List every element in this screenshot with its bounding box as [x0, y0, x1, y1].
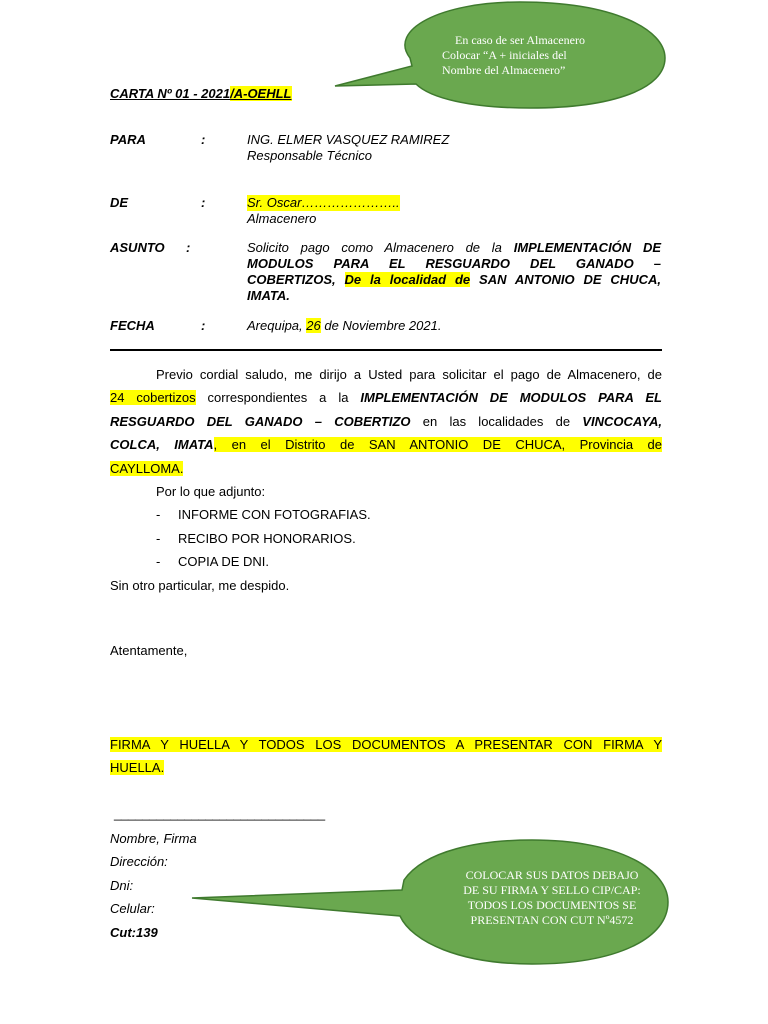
- salutation: Atentamente,: [110, 643, 188, 658]
- bullet: -: [156, 507, 161, 523]
- de-role: Almacenero: [247, 211, 317, 226]
- bottom-callout-line: COLOCAR SUS DATOS DEBAJO: [465, 868, 639, 882]
- asunto-label: ASUNTO: [110, 240, 165, 255]
- bottom-callout-line: PRESENTAN CON CUT Nº4572: [470, 913, 634, 927]
- fecha-value: [247, 318, 441, 334]
- adjunto-intro: Por lo que adjunto:: [156, 484, 266, 500]
- letter-number-prefix: CARTA Nº 01 - 2021: [110, 86, 231, 101]
- top-callout-line: Colocar “A + iniciales del: [442, 48, 567, 62]
- attachment-text: RECIBO POR HONORARIOS.: [178, 530, 356, 546]
- header-divider: [110, 349, 662, 351]
- signature-field-dni: Dni:: [110, 877, 134, 893]
- asunto-bold: IMPLEMENTACIÓN DE: [513, 240, 662, 255]
- body-highlight: CAYLLOMA.: [110, 460, 184, 476]
- letter-number-suffix: /A-OEHLL: [230, 86, 292, 101]
- closing-line: Sin otro particular, me despido.: [110, 577, 290, 593]
- signature-field-name: Nombre, Firma: [110, 831, 197, 846]
- bottom-callout-line: DE SU FIRMA Y SELLO CIP/CAP:: [463, 883, 641, 897]
- fecha-colon: :: [201, 318, 206, 333]
- fecha-rest: de Noviembre 2021.: [324, 318, 442, 333]
- fecha-city: Arequipa,: [247, 318, 303, 333]
- bullet: -: [156, 554, 161, 570]
- firma-notice-line: HUELLA.: [110, 760, 165, 776]
- asunto-bold: SAN ANTONIO DE CHUCA,: [479, 272, 661, 287]
- de-label: DE: [110, 195, 129, 210]
- para-colon: :: [201, 132, 206, 147]
- asunto-bold: COBERTIZOS,: [247, 272, 336, 287]
- attachment-text: INFORME CON FOTOGRAFIAS.: [178, 507, 371, 523]
- letter-number: [110, 86, 292, 101]
- signature-field-phone: Celular:: [110, 901, 155, 917]
- body-highlight: 24 cobertizos: [110, 390, 196, 406]
- attachment-item: [110, 527, 662, 550]
- body-plain: en las localidades de: [422, 413, 571, 429]
- firma-notice: [110, 733, 662, 780]
- para-name: ING. ELMER VASQUEZ RAMIREZ: [247, 132, 450, 147]
- bullet: -: [156, 530, 161, 546]
- para-role: Responsable Técnico: [247, 148, 373, 163]
- asunto-plain: Solicito pago como Almacenero de la: [247, 240, 502, 255]
- attachment-item: [110, 550, 662, 573]
- signature-field-address: Dirección:: [110, 854, 168, 870]
- body-bold: RESGUARDO DEL GANADO – COBERTIZO: [110, 413, 411, 429]
- asunto-line: MODULOS PARA EL RESGUARDO DEL GANADO –: [247, 256, 661, 271]
- top-callout-line: En caso de ser Almacenero: [455, 33, 585, 47]
- asunto-text: [247, 240, 661, 304]
- body-bold: VINCOCAYA,: [582, 413, 662, 429]
- attachment-item: [110, 503, 662, 526]
- body-highlight: , en el Distrito de SAN ANTONIO DE CHUCA, Provincia de: [213, 437, 662, 453]
- asunto-highlight: De la localidad de: [344, 272, 471, 287]
- de-name: Sr. Oscar…………………..: [247, 195, 400, 210]
- signature-fields: [110, 827, 197, 944]
- bottom-callout-line: TODOS LOS DOCUMENTOS SE: [467, 898, 637, 912]
- body-line: Previo cordial saludo, me dirijo a Usted para solicitar el pago de Almacenero, de: [156, 367, 662, 382]
- asunto-colon: :: [186, 240, 191, 255]
- signature-cut: Cut:139: [110, 924, 158, 940]
- de-colon: :: [201, 195, 206, 210]
- attachment-text: COPIA DE DNI.: [178, 554, 270, 570]
- fecha-label: FECHA: [110, 318, 155, 333]
- asunto-line: IMATA.: [247, 288, 290, 303]
- body-paragraph: [110, 363, 662, 597]
- signature-rule: ______________________________: [114, 806, 325, 821]
- fecha-day: 26: [306, 318, 321, 333]
- bottom-callout-text: [432, 868, 672, 928]
- body-bold: COLCA, IMATA: [110, 437, 214, 453]
- top-callout-text: [420, 33, 620, 78]
- body-bold: IMPLEMENTACIÓN DE MODULOS PARA EL: [360, 390, 662, 406]
- para-label: PARA: [110, 132, 146, 147]
- top-callout-line: Nombre del Almacenero”: [442, 63, 566, 77]
- body-plain: correspondientes a la: [207, 390, 349, 406]
- firma-notice-line: FIRMA Y HUELLA Y TODOS LOS DOCUMENTOS A PRESENTAR CON FIRMA Y: [110, 737, 662, 752]
